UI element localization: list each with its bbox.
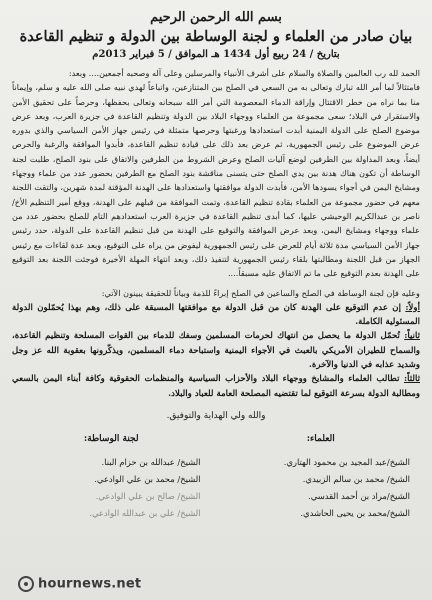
closing-line: والله ولي الهداية والتوفيق. [166, 410, 266, 421]
point-number: أولاً: [405, 302, 420, 313]
point-first [12, 301, 420, 330]
opening-paragraph: الحمد لله رب العالمين والصلاة والسلام على أشرف الأنبياء والمرسلين وعلى آله وصحبه أجمعين.... وبعد: [68, 68, 420, 78]
point-text: إن عدم التوقيع على الهدنة كان من قبل الدولة مع موافقتها المسبقة على ذلك، وهم بهذا يُحمّلون الدولة المسئولية الكاملة. [12, 302, 420, 328]
watermark-logo-icon [18, 576, 34, 592]
signatory-name: الشيخ/عبد المجيد بن محمود الهتاري. [283, 456, 410, 467]
declaration-intro: وعليه فإن لجنة الوساطة في الصلح والساعين في الصلح إبراءً للذمة وبياناً للحقيقة يبينون الآتي: [101, 288, 420, 299]
statement-body [12, 66, 420, 401]
point-number: ثانياً: [404, 331, 420, 342]
signatory-name: الشيخ/محمد بن يحيى الحاشدي. [300, 507, 410, 518]
main-paragraph: فامتثالاً لما أمر الله تبارك وتعالى به من السعي في الصلح بين المتنازعين، واتباعاً لهدي نبيه صلى الله عليه و سلم، وإيماناً منا بما نراه من خطر الاقتتال وإراقة الدماء المعصومة التي أمر الله سبحانه وتعالى بحفظها، وحرصاً على تحقيق الأمن والاستقرار في البلاد؛ سعى مجموعة من العلماء ووجهاء البلاد بين الدولة وتنظيم القاعدة في جزيرة العرب، وبعد عرض موضوع الصلح على الدولة اليمنية أبدت استعدادها ورغبتها وحرصها متمثلة في رئيس جهاز الأمن السياسي والذي بدوره عرض الموضوع على رئيس الجمهورية، ثم عرض بعد ذلك على قيادة تنظيم القاعدة، فأبدوا الموافقة والرغبة والحرص أيضاً، وبعد المداولة بين الطرفين لوضع آليات الصلح وعرض الشروط من الطرفين والاتفاق على بنود الصلح، طلبت لجنة الوساطة أن تكون هناك هدنة بين يدي الصلح حتى يتسنى مناقشة بنود الصلح مع الطرفين بحضور عدد من علماء ووجهاء ومشايخ اليمن في أجواء يسودها الأمن، فأبدت الدولة موافقتها واستعدادها على الهدنة المؤقتة لمدة شهرين، والتقت اللجنة معهم في حضور مجموعة من العلماء بقادة تنظيم القاعدة، وتمت الموافقة من قبلهم على الهدنة، ووقع أمير التنظيم الأخ/ ناصر بن عبدالكريم الوحيشي عليها، كما أبدى تنظيم القاعدة في جزيرة العرب استعدادهم التام للصلح بحضور عدد من علماء ووجهاء ومشايخ اليمن، وبعد عرض الموافقة والتوقيع على الهدنة من قبل تنظيم القاعدة على الدولة، حدد رئيس جهاز الأمن السياسي مدة ثلاثة أيام للعرض على رئيس الجمهورية ليفوض من يراه على التوقيع، وبعد عدة لقاءات مع رئيس الجهاز من قبل اللجنة ومطالبتها بلقاء رئيس الجمهورية لتنفيذ ذلك، وبعد انتهاء المهلة الأخيرة فوجئت اللجنة بعد التوقيع على الهدنة بعدم التوقيع على ما تم الاتفاق عليه مسبقاً.... [12, 82, 420, 279]
signatory-name: الشيخ/ علي بن عبدالله الوادعي. [89, 507, 201, 518]
point-third [12, 372, 420, 401]
statement-title: بيان صادر من العلماء و لجنة الوساطة بين الدولة و تنظيم القاعدة [19, 28, 413, 45]
site-watermark [18, 576, 141, 592]
basmala: بسم الله الرحمن الرحيم [150, 10, 282, 25]
signatory-name: الشيخ/ محمد بن علي الوادعي. [94, 473, 201, 484]
signatory-name: الشيخ/مراد بن أحمد القدسي. [308, 490, 410, 501]
committee-column [22, 431, 200, 522]
watermark-text: hournews.net [38, 576, 142, 592]
point-text: تطالب العلماء والمشايخ ووجهاء البلاد والأحزاب السياسية والمنظمات الحقوقية وكافة أبناء اليمن بالسعي ومطالبة الدولة بسرعة التوقيع لما تقتضيه المصلحة العامة للعباد والبلاد. [12, 374, 420, 399]
point-second [12, 329, 420, 372]
scholars-heading: العلماء: [306, 433, 335, 444]
signatory-name: الشيخ/ محمد بن سالم الزبيدي. [302, 473, 410, 484]
point-text: تُحمّل الدولة ما يحصل من انتهاك لحرمات المسلمين وسفك للدماء بين القوات المسلحة وتنظيم القاعدة، والسماح للطيران الأمريكي بالعبث في الأجواء اليمنية واستباحة دماء المسلمين، ويذكّرونها بعقوبة الله عز وجل وشديد عذابه في الدنيا والآخرة. [12, 331, 420, 370]
point-number: ثالثاً: [403, 374, 420, 385]
committee-heading: لجنة الوساطة: [83, 433, 139, 444]
signatory-name: الشيخ/ صالح بن علي الوادعي. [95, 490, 201, 501]
signatures [12, 431, 420, 522]
signatory-name: الشيخ/ عبدالله بن حزام البنا. [101, 456, 201, 467]
statement-date: بتاريخ / 24 ربيع أول 1434 هـ الموافق / 5 فبراير 2013م [92, 49, 340, 60]
scholars-column [232, 431, 410, 522]
